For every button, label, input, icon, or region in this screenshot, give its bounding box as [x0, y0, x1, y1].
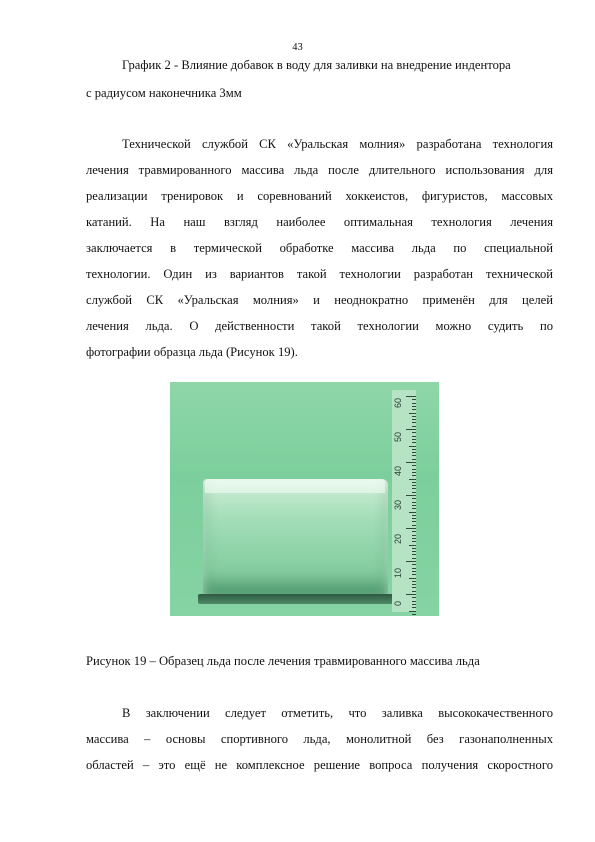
- ruler-tick: [412, 459, 416, 460]
- ice-block: [203, 479, 388, 594]
- paragraph-1-line: реализации тренировок и соревнований хоккеистов, фигуристов, массовых: [86, 189, 553, 203]
- ruler-tick: [406, 594, 416, 595]
- ruler-label: 40: [393, 465, 403, 476]
- ice-block-top-edge: [205, 479, 385, 493]
- ruler-tick: [412, 564, 416, 565]
- ruler-tick: [412, 574, 416, 575]
- ruler-tick: [412, 584, 416, 585]
- ruler-tick: [412, 551, 416, 552]
- ruler-tick: [412, 581, 416, 582]
- ruler-tick: [412, 406, 416, 407]
- ruler-tick: [412, 492, 416, 493]
- ruler-tick: [412, 469, 416, 470]
- ruler-label: 10: [393, 567, 403, 578]
- ruler-tick: [409, 512, 416, 513]
- ruler-label: 20: [393, 533, 403, 544]
- graph-caption-line-1: График 2 - Влияние добавок в воду для заливки на внедрение индентора: [122, 58, 511, 72]
- ruler-label: 50: [393, 431, 403, 442]
- paragraph-1-line: заключается в термической обработке массива льда по специальной: [86, 241, 553, 255]
- ruler-tick: [412, 488, 416, 489]
- ruler-tick: [412, 452, 416, 453]
- ruler-tick: [412, 439, 416, 440]
- ruler-tick: [412, 482, 416, 483]
- ruler-tick: [406, 429, 416, 430]
- ruler-tick: [412, 604, 416, 605]
- ruler-tick: [409, 413, 416, 414]
- ruler-tick: [412, 449, 416, 450]
- ruler-label: 0: [393, 600, 403, 606]
- ruler-tick: [412, 518, 416, 519]
- page-number: 43: [292, 42, 303, 53]
- ruler-tick: [412, 515, 416, 516]
- ruler-tick: [412, 525, 416, 526]
- paragraph-1-line: технологии. Один из вариантов такой технологии разработан технической: [86, 267, 553, 281]
- ruler-label: 60: [393, 397, 403, 408]
- ruler-tick: [412, 422, 416, 423]
- ruler-tick: [412, 521, 416, 522]
- ruler-tick: [412, 475, 416, 476]
- ruler-tick: [412, 419, 416, 420]
- ruler-tick: [412, 472, 416, 473]
- ice-block-base: [198, 594, 398, 604]
- ruler-tick: [412, 416, 416, 417]
- ruler-tick: [412, 432, 416, 433]
- ruler-tick: [412, 505, 416, 506]
- ruler-tick: [412, 399, 416, 400]
- ruler-tick: [412, 554, 416, 555]
- ruler-tick: [412, 597, 416, 598]
- ruler-tick: [412, 535, 416, 536]
- ruler-tick: [412, 538, 416, 539]
- ruler-tick: [412, 614, 416, 615]
- ruler-tick: [412, 548, 416, 549]
- graph-caption-line-2: с радиусом наконечника 3мм: [86, 86, 242, 100]
- ruler-tick: [406, 396, 416, 397]
- ruler-tick: [412, 403, 416, 404]
- ruler-tick: [412, 601, 416, 602]
- ruler-tick: [412, 571, 416, 572]
- paragraph-2-line: В заключении следует отметить, что заливка высококачественного: [122, 706, 553, 720]
- figure-caption: Рисунок 19 – Образец льда после лечения травмированного массива льда: [86, 654, 480, 668]
- ruler-tick: [406, 462, 416, 463]
- ruler-tick: [409, 446, 416, 447]
- ruler-tick: [412, 409, 416, 410]
- ruler-tick: [412, 426, 416, 427]
- paragraph-2-line: областей – это ещё не комплексное решение вопроса получения скоростного: [86, 758, 553, 772]
- ruler-tick: [412, 587, 416, 588]
- paragraph-1-line: фотографии образца льда (Рисунок 19).: [86, 345, 298, 359]
- ruler-tick: [406, 495, 416, 496]
- ruler-tick: [412, 502, 416, 503]
- ruler-tick: [412, 465, 416, 466]
- ruler-tick: [412, 442, 416, 443]
- ruler-tick: [412, 607, 416, 608]
- paragraph-1-line: лечения льда. О действенности такой технологии можно судить по: [86, 319, 553, 333]
- ruler-tick: [412, 485, 416, 486]
- ruler-tick: [412, 498, 416, 499]
- paragraph-1-line: Технической службой СК «Уральская молния» разработана технология: [122, 137, 553, 151]
- ruler-tick: [406, 561, 416, 562]
- ruler-label: 30: [393, 499, 403, 510]
- ruler: [392, 390, 416, 612]
- ruler-tick: [412, 568, 416, 569]
- ruler-tick: [412, 436, 416, 437]
- ruler-tick: [412, 455, 416, 456]
- ruler-tick: [412, 541, 416, 542]
- ruler-tick: [409, 578, 416, 579]
- ruler-tick: [412, 558, 416, 559]
- ruler-tick: [409, 545, 416, 546]
- ruler-tick: [409, 479, 416, 480]
- paragraph-1-line: лечения травмированного массива льда после длительного использования для: [86, 163, 553, 177]
- ruler-tick: [406, 528, 416, 529]
- ruler-tick: [409, 611, 416, 612]
- ruler-tick: [412, 591, 416, 592]
- paragraph-1-line: катаний. На наш взгляд наиболее оптимальная технология лечения: [86, 215, 553, 229]
- paragraph-2-line: массива – основы спортивного льда, монолитной без газонаполненных: [86, 732, 553, 746]
- paragraph-1-line: службой СК «Уральская молния» и неоднократно применён для целей: [86, 293, 553, 307]
- ice-sample-photo: [170, 382, 439, 616]
- ruler-tick: [412, 508, 416, 509]
- ruler-tick: [412, 531, 416, 532]
